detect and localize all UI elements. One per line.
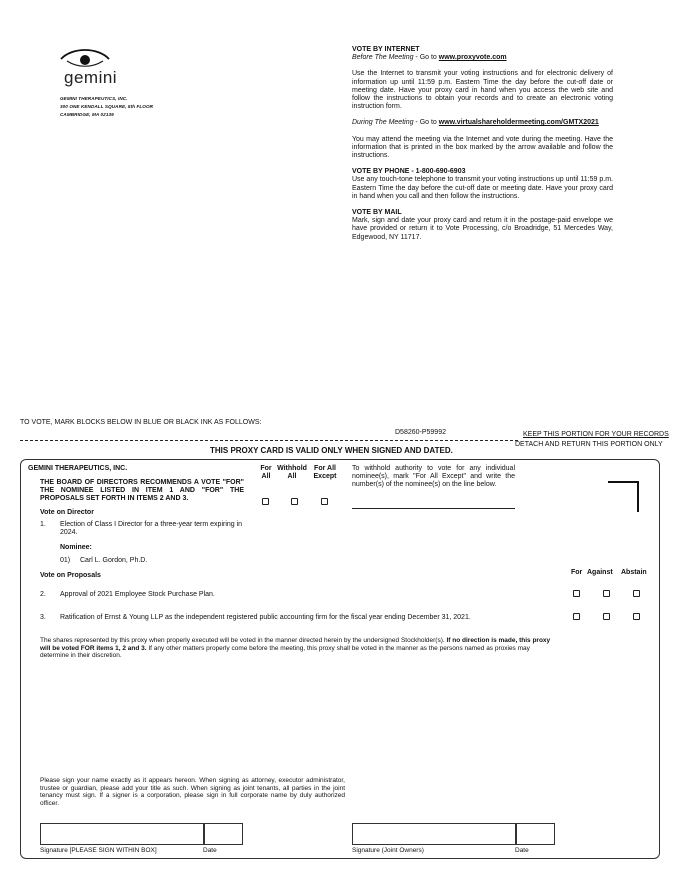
- proposal-col-abstain: Abstain: [621, 569, 647, 576]
- joint-date-box[interactable]: [515, 823, 555, 845]
- nominee-number-line[interactable]: [352, 508, 515, 509]
- logo-wordmark: gemini: [64, 68, 118, 87]
- valid-notice: THIS PROXY CARD IS VALID ONLY WHEN SIGNED AND DATED.: [210, 446, 453, 455]
- withhold-all-line1: Withhold: [277, 465, 307, 472]
- proposal-2-abstain-checkbox[interactable]: [633, 590, 640, 597]
- withhold-all-line2: All: [287, 473, 297, 481]
- checkbox-withhold-all[interactable]: [291, 498, 298, 505]
- voting-instructions: [352, 46, 613, 242]
- detach-portion-label: DETACH AND RETURN THIS PORTION ONLY: [515, 441, 663, 448]
- address-line-2: 300 ONE KENDALL SQUARE, 5th FLOOR: [60, 103, 154, 109]
- arrow-marker-icon: [608, 481, 639, 512]
- proposal-2-number: 2.: [40, 591, 46, 598]
- phone-heading: VOTE BY PHONE - 1-800-690-6903: [352, 168, 466, 176]
- vote-proposals-heading: Vote on Proposals: [40, 572, 101, 579]
- proposal-col-against: Against: [587, 569, 613, 576]
- nominee-number: 01): [60, 557, 71, 564]
- shares-text-bold: If no direction is made, this proxy will be voted FOR items 1, 2 and 3.: [40, 637, 551, 652]
- before-meeting-line: [352, 54, 613, 62]
- proposal-2-for-checkbox[interactable]: [573, 590, 580, 597]
- during-meeting-line: [352, 119, 613, 127]
- mark-instruction: TO VOTE, MARK BLOCKS BELOW IN BLUE OR BLACK INK AS FOLLOWS:: [20, 419, 262, 426]
- item1-number: 1.: [40, 521, 46, 528]
- for-all-except-line1: For All: [314, 465, 336, 472]
- address-line-1: GEMINI THERAPEUTICS, INC.: [60, 96, 128, 101]
- shares-text-a: The shares represented by this proxy when properly executed will be voted in the manner directed herein by the undersigned Stockholder(s).: [40, 637, 447, 644]
- card-company-name: GEMINI THERAPEUTICS, INC.: [28, 465, 128, 472]
- detach-line: [20, 440, 518, 441]
- during-meeting-label: During The Meeting: [352, 119, 414, 127]
- proposal-col-for: For: [571, 569, 583, 576]
- signature-box[interactable]: [40, 823, 205, 845]
- proposal-3-number: 3.: [40, 614, 46, 621]
- nominees-label: Nominee:: [60, 544, 92, 551]
- joint-signature-label: Signature (Joint Owners): [352, 847, 424, 854]
- checkbox-for-all[interactable]: [262, 498, 269, 505]
- vote-director-heading: Vote on Director: [40, 509, 94, 516]
- proposal-2-against-checkbox[interactable]: [603, 590, 610, 597]
- internet-body: Use the Internet to transmit your voting instructions and for electronic delivery of information up until 11:59 p.m. Eastern Time the day before the cut-off date or meeting date. Have your proxy card in hand when you access the web site and follow the instructions to obtain your records and to create an electronic voting instruction form.: [352, 70, 613, 111]
- board-recommendation: THE BOARD OF DIRECTORS RECOMMENDS A VOTE "FOR" THE NOMINEE LISTED IN ITEM 1 AND "FOR" THE PROPOSALS SET FORTH IN ITEMS 2 AND 3.: [40, 479, 244, 503]
- proxyvote-link[interactable]: www.proxyvote.com: [438, 54, 507, 62]
- nominee-name: Carl L. Gordon, Ph.D.: [80, 557, 148, 564]
- director-col-for-all: [260, 465, 272, 481]
- withhold-instructions: To withhold authority to vote for any individual nominee(s), mark "For All Except" and write the number(s) of the nominee(s) on the line below.: [352, 465, 515, 489]
- internet-heading: VOTE BY INTERNET: [352, 46, 420, 53]
- signature-date-box[interactable]: [203, 823, 243, 845]
- address-line-3: CAMBRIDGE, MA 02139: [60, 111, 114, 117]
- mail-body: Mark, sign and date your proxy card and return it in the postage-paid envelope we have provided or return it to Vote Processing, c/o Broadridge, 51 Mercedes Way, Edgewood, NY 11717.: [352, 217, 613, 241]
- for-all-line1: For: [260, 465, 272, 472]
- for-all-except-line2: Except: [313, 473, 337, 481]
- control-code: D58260-P59992: [395, 429, 446, 436]
- company-address: [60, 95, 170, 118]
- gemini-logo: [58, 46, 118, 92]
- during-meeting-body: You may attend the meeting via the Internet and vote during the meeting. Have the information that is printed in the box marked by the arrow available and follow the instructions.: [352, 135, 613, 160]
- joint-signature-box[interactable]: [352, 823, 517, 845]
- for-all-line2: All: [261, 473, 271, 481]
- sign-instruction: Please sign your name exactly as it appears hereon. When signing as attorney, executor administrator, trustee or guardian, please add your title as such. When signing as joint tenants, all parties in the joint tenancy must sign. If a signer is a corporation, please sign in full corporate name by duly authorized officer.: [40, 777, 345, 807]
- proposal-3-against-checkbox[interactable]: [603, 613, 610, 620]
- before-meeting-label: Before The Meeting: [352, 54, 414, 62]
- proposal-3-text: Ratification of Ernst & Young LLP as the independent registered public accounting firm for the fiscal year ending December 31, 2021.: [60, 614, 471, 621]
- signature-label: Signature [PLEASE SIGN WITHIN BOX]: [40, 847, 157, 854]
- virtual-meeting-link[interactable]: www.virtualshareholdermeeting.com/GMTX2021: [438, 119, 599, 127]
- proposal-3-for-checkbox[interactable]: [573, 613, 580, 620]
- shares-text-b: If any other matters properly come before the meeting, this proxy shall be voted in the manner as the persons named as proxies may determine in their discretion.: [40, 644, 530, 660]
- signature-date-label: Date: [203, 847, 217, 854]
- mail-heading: VOTE BY MAIL: [352, 209, 402, 217]
- joint-date-label: Date: [515, 847, 529, 854]
- proposal-2-text: Approval of 2021 Employee Stock Purchase Plan.: [60, 591, 215, 598]
- director-col-for-all-except: [311, 465, 339, 481]
- keep-portion-label: KEEP THIS PORTION FOR YOUR RECORDS: [523, 431, 669, 438]
- item1-text: Election of Class I Director for a three-year term expiring in 2024.: [60, 521, 243, 537]
- director-col-withhold-all: [275, 465, 309, 481]
- shares-statement: [40, 637, 558, 660]
- phone-body: Use any touch-tone telephone to transmit your voting instructions up until 11:59 p.m. Eastern Time the day before the cut-off date or meeting date. Have your proxy card in hand when you call and then follow the instructions.: [352, 176, 613, 200]
- during-goto-text: - Go to: [413, 119, 439, 127]
- before-goto-text: - Go to: [413, 54, 439, 62]
- checkbox-for-all-except[interactable]: [321, 498, 328, 505]
- proposal-3-abstain-checkbox[interactable]: [633, 613, 640, 620]
